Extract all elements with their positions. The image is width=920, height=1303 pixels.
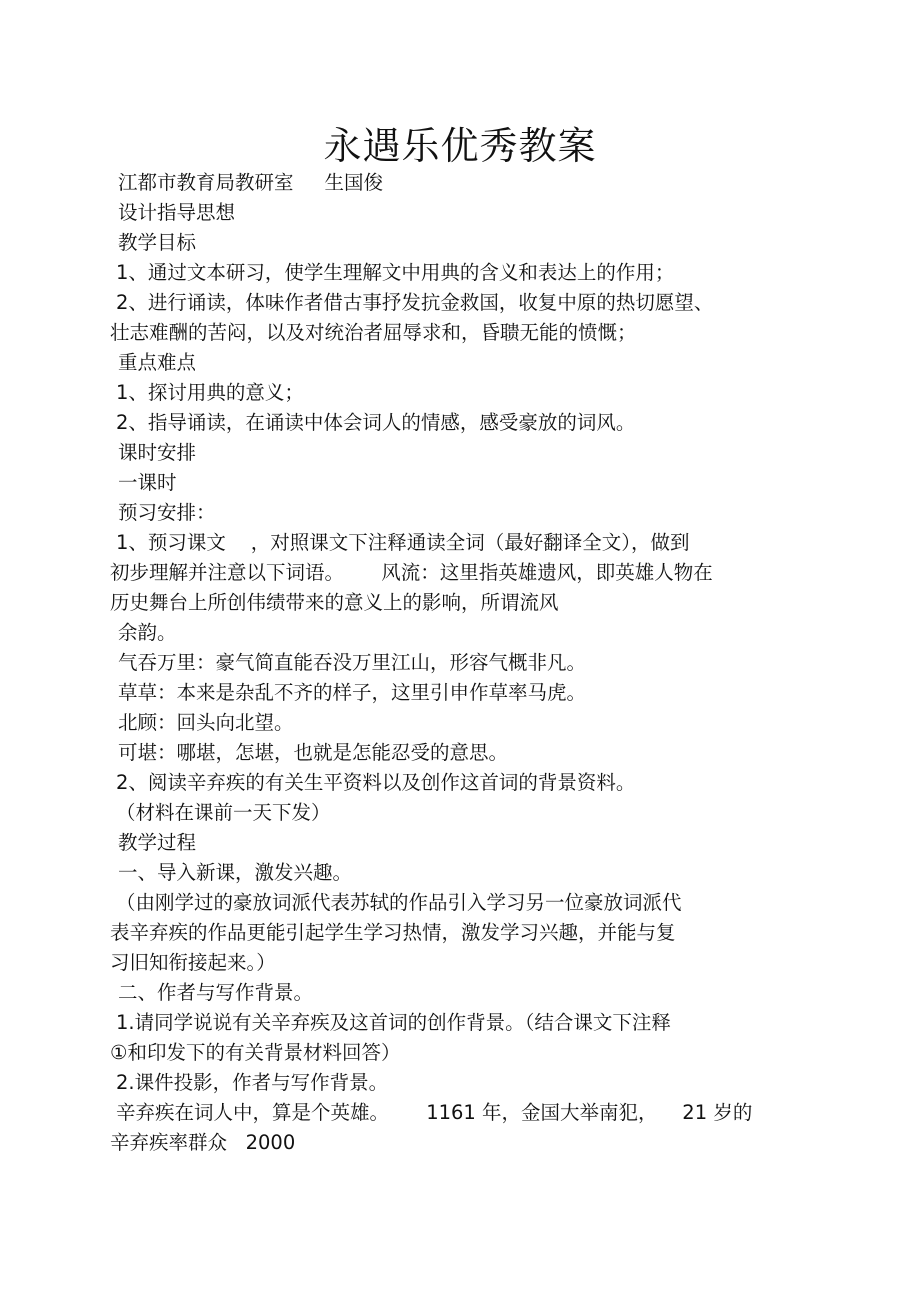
paragraph-line: 辛弃疾率群众 2000 <box>110 1131 296 1154</box>
paragraph-line: 草草：本来是杂乱不齐的样子，这里引申作草率马虎。 <box>118 681 587 704</box>
paragraph-line: 1、通过文本研习，使学生理解文中用典的含义和表达上的作用； <box>116 261 675 284</box>
paragraph-line: 壮志难酬的苦闷，以及对统治者屈辱求和，昏聩无能的愤慨； <box>110 321 637 344</box>
author-line: 江都市教育局教研室 生国俊 <box>118 171 383 194</box>
paragraph-line: 表辛弃疾的作品更能引起学生学习热情，激发学习兴趣，并能与复 <box>110 921 676 944</box>
paragraph-line: 北顾：回头向北望。 <box>118 711 294 734</box>
paragraph-line: 气吞万里：豪气简直能吞没万里江山，形容气概非凡。 <box>118 651 587 674</box>
paragraph-line: 历史舞台上所创伟绩带来的意义上的影响，所谓流风 <box>110 591 559 614</box>
paragraph-line: 2、指导诵读，在诵读中体会词人的情感，感受豪放的词风。 <box>116 411 636 434</box>
paragraph-line: 1.请同学说说有关辛弃疾及这首词的创作背景。（结合课文下注释 <box>116 1011 671 1034</box>
section-heading-schedule: 课时安排 <box>118 441 197 464</box>
section-heading-key-points: 重点难点 <box>118 351 197 374</box>
paragraph-line: （材料在课前一天下发） <box>116 801 331 824</box>
paragraph-line: 一课时 <box>118 471 177 494</box>
section-heading-goals: 教学目标 <box>118 231 197 254</box>
document-title: 永遇乐优秀教案 <box>323 124 597 168</box>
paragraph-line: 可堪：哪堪，怎堪，也就是怎能忍受的意思。 <box>118 741 509 764</box>
paragraph-line: 1、预习课文 ，对照课文下注释通读全词（最好翻译全文），做到 <box>116 531 690 554</box>
paragraph-line: 2、进行诵读，体味作者借古事抒发抗金救国，收复中原的热切愿望、 <box>116 291 714 314</box>
paragraph-line: 初步理解并注意以下词语。 风流：这里指英雄遗风，即英雄人物在 <box>110 561 713 584</box>
paragraph-line: 习旧知衔接起来。） <box>110 951 276 974</box>
paragraph-line: ①和印发下的有关背景材料回答） <box>110 1041 401 1064</box>
paragraph-line: 辛弃疾在词人中，算是个英雄。 1161 年，金国大举南犯， 21 岁的 <box>116 1101 753 1124</box>
paragraph-line: 2.课件投影，作者与写作背景。 <box>116 1071 389 1094</box>
paragraph-line: （由刚学过的豪放词派代表苏轼的作品引入学习另一位豪放词派代 <box>116 891 682 914</box>
paragraph-line: 余韵。 <box>118 621 177 644</box>
step-heading-author: 二、作者与写作背景。 <box>118 981 314 1004</box>
section-heading-design: 设计指导思想 <box>118 201 236 224</box>
paragraph-line: 1、探讨用典的意义； <box>116 381 304 404</box>
section-heading-preview: 预习安排： <box>118 501 216 524</box>
paragraph-line: 2、阅读辛弃疾的有关生平资料以及创作这首词的背景资料。 <box>116 771 636 794</box>
step-heading-intro: 一、导入新课，激发兴趣。 <box>118 861 353 884</box>
section-heading-process: 教学过程 <box>118 831 197 854</box>
